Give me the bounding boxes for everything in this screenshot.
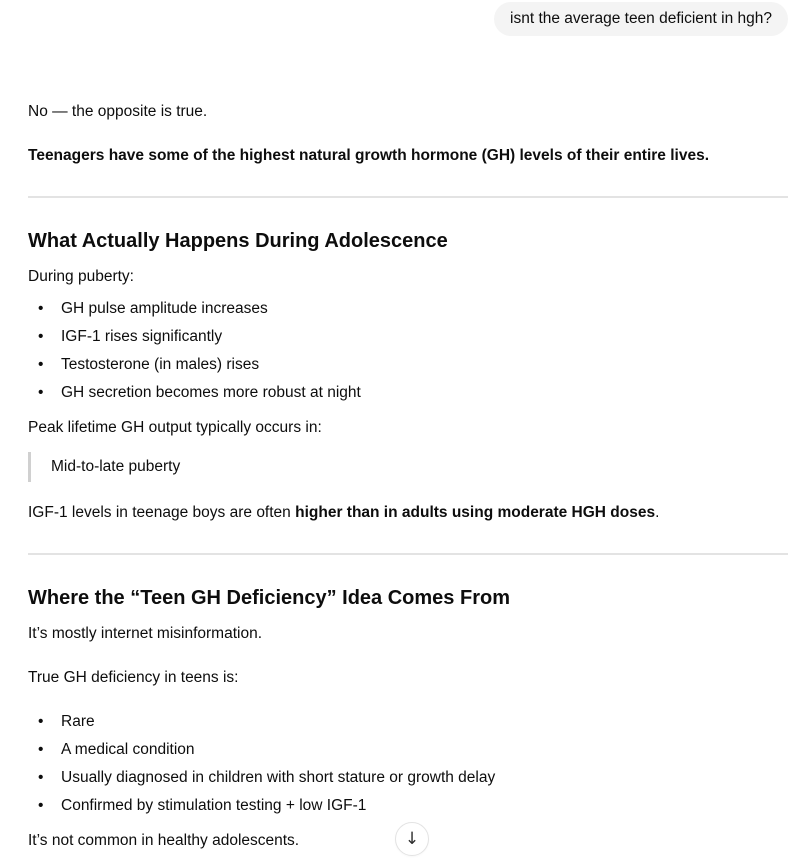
closing-paragraph: It’s not common in healthy adolescents. [28, 832, 300, 849]
user-message-row [28, 2, 788, 36]
section-divider [28, 196, 788, 198]
igf-paragraph-bold: higher than in adults using moderate HGH doses [295, 504, 656, 521]
igf-paragraph-suffix: . [655, 504, 660, 521]
list-item: • GH pulse amplitude increases [28, 295, 788, 323]
igf-paragraph-prefix: IGF-1 levels in teenage boys are often [28, 504, 296, 521]
blockquote: Mid-to-late puberty [28, 452, 788, 482]
list-item: • Rare [28, 708, 788, 736]
section2-bullet-list [28, 708, 788, 820]
section-divider [28, 553, 788, 555]
intro-bold-paragraph: Teenagers have some of the highest natural growth hormone (GH) levels of their entire lives. [28, 147, 710, 164]
peak-output-paragraph: Peak lifetime GH output typically occurs in: [28, 419, 322, 436]
igf-paragraph [28, 499, 788, 527]
scroll-to-bottom-button[interactable] [395, 822, 429, 856]
list-item: • Testosterone (in males) rises [28, 351, 788, 379]
list-item: • GH secretion becomes more robust at night [28, 379, 788, 407]
list-item: • Usually diagnosed in children with short stature or growth delay [28, 764, 788, 792]
section2-heading: Where the “Teen GH Deficiency” Idea Comes From [28, 587, 510, 609]
user-message-bubble: isnt the average teen deficient in hgh? [494, 2, 788, 36]
section2-lead2: True GH deficiency in teens is: [28, 669, 239, 686]
list-item: • Confirmed by stimulation testing + low IGF-1 [28, 792, 788, 820]
section1-lead: During puberty: [28, 268, 134, 285]
arrow-down-icon: ↓ [404, 828, 420, 849]
section1-heading: What Actually Happens During Adolescence [28, 230, 448, 252]
assistant-message [28, 98, 788, 855]
intro-paragraph: No — the opposite is true. [28, 103, 208, 120]
list-item: • A medical condition [28, 736, 788, 764]
section1-bullet-list [28, 295, 788, 407]
list-item: • IGF-1 rises significantly [28, 323, 788, 351]
section2-lead1: It’s mostly internet misinformation. [28, 625, 263, 642]
